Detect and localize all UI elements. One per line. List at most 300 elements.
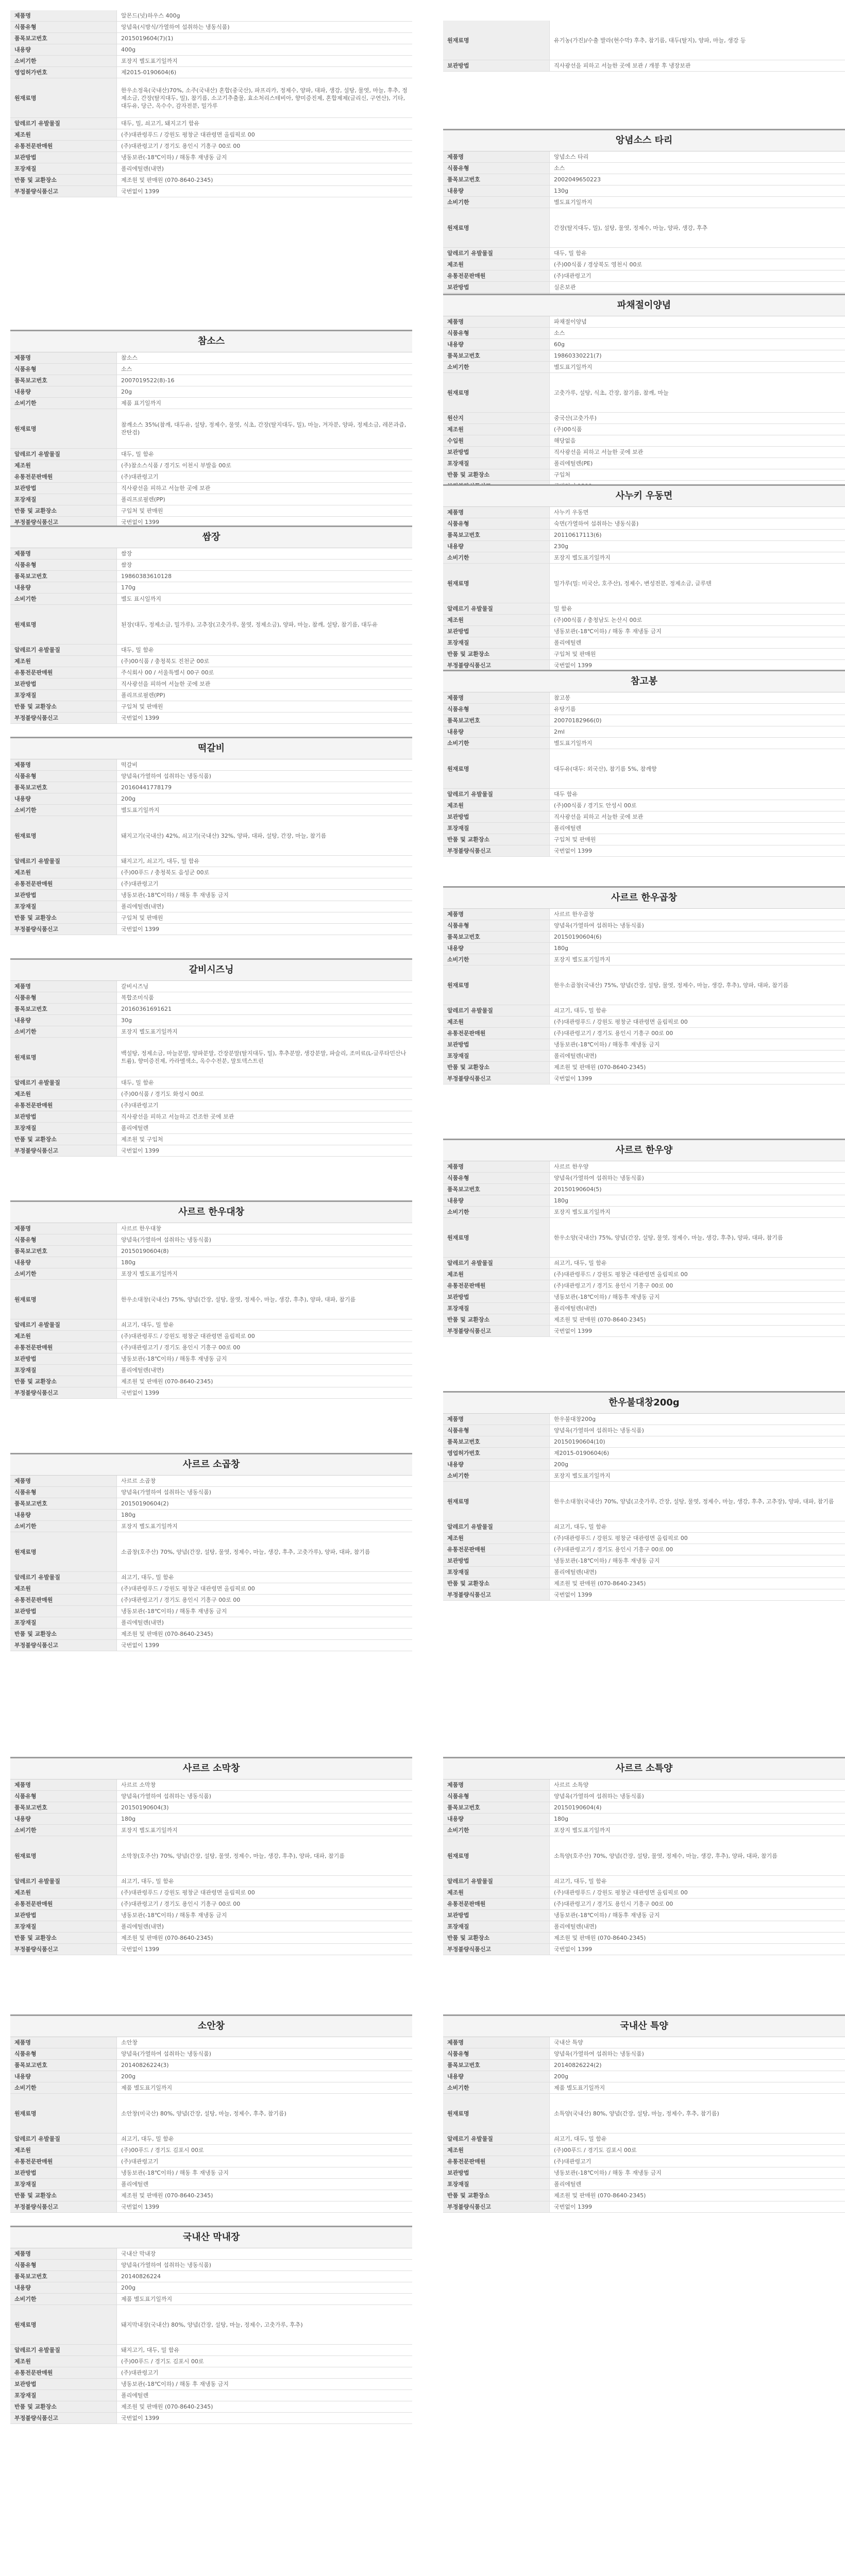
spec-key: 보관방법 [10,2167,117,2179]
spec-row [443,350,845,362]
spec-row [443,800,845,811]
spec-table [443,692,845,857]
spec-row [10,460,412,471]
spec-key: 알레르기 유발물질 [443,1005,550,1016]
spec-value: 20110617113(6) [550,530,845,541]
spec-key: 제품명 [443,692,550,704]
card-title: 사르르 한우양 [443,1139,845,1161]
spec-key: 영업허가번호 [443,1448,550,1459]
spec-row [10,1353,412,1365]
spec-row [10,2413,412,2424]
spec-row [10,1004,412,1015]
spec-value: 국번없이 1399 [117,713,413,724]
spec-row [443,1314,845,1326]
spec-value: 130g [550,185,845,197]
spec-value: 국번없이 1399 [117,517,413,528]
spec-row [443,1544,845,1555]
spec-value: 밀 함유 [550,603,845,615]
spec-row [10,867,412,878]
spec-value: 국번없이 1399 [117,1387,413,1399]
spec-row [443,1910,845,1921]
product-spec-card [10,1757,412,1955]
spec-value: 20140826224 [117,2271,413,2282]
spec-table [10,759,412,935]
spec-key: 수입원 [443,435,550,447]
spec-row [10,78,412,118]
spec-row [10,141,412,152]
spec-value: 사누키 우동면 [550,507,845,518]
spec-value: 백설탕, 정제소금, 마늘분말, 양파분말, 간장분말(탈지대두, 밀), 후추분말, 생강분말, 파슬리, 조미료(L-글루타민산나트륨), 향미증진제, 카라멜색소, 옥수수전분, 말토덱스트린 [117,1038,413,1077]
spec-row [10,805,412,816]
spec-row [10,656,412,667]
spec-key: 식품유형 [443,1173,550,1184]
spec-value: 국번없이 1399 [117,1145,413,1157]
spec-row [10,2282,412,2294]
spec-key: 부정불량식품신고 [10,517,117,528]
spec-row [10,1223,412,1234]
spec-value: 소특양(국내산) 80%, 양념(간장, 설탕, 마늘, 정제수, 후추, 참기름) [550,2094,845,2133]
spec-value: 중국산(고춧가루) [550,413,845,424]
spec-value: 소막창(호주산) 70%, 양념(간장, 설탕, 물엿, 정제수, 마늘, 생강, 후추), 양파, 대파, 참기름 [117,1836,413,1876]
spec-row [10,2260,412,2271]
spec-row [10,163,412,175]
spec-key: 보관방법 [10,679,117,690]
spec-key: 품목보고번호 [10,1246,117,1257]
spec-value: (주)00식품 / 경기도 화성시 00로 [117,1089,413,1100]
spec-key: 유통전문판매원 [10,878,117,890]
spec-key: 품목보고번호 [443,1184,550,1195]
spec-key: 품목보고번호 [10,375,117,386]
spec-row [10,759,412,771]
spec-value: 제조원 및 구입처 [117,1134,413,1145]
spec-key: 반품 및 교환장소 [443,649,550,660]
spec-value: 폴리에틸렌(PE) [550,458,845,469]
spec-key: 내용량 [443,2071,550,2082]
spec-key: 내용량 [10,582,117,594]
spec-value: 제조원 및 판매원 (070-8640-2345) [550,1314,845,1326]
spec-value: (주)참소스식품 / 경기도 이천시 부발읍 00로 [117,460,413,471]
spec-row [443,649,845,660]
spec-row [443,1218,845,1258]
spec-value: 포장지 별도표기일까지 [117,1268,413,1280]
spec-value: 소안창(미국산) 80%, 양념(간장, 설탕, 마늘, 정제수, 후추, 참기름) [117,2094,413,2133]
spec-row [10,1234,412,1246]
spec-key: 소비기한 [443,1207,550,1218]
spec-row [443,424,845,435]
product-spec-card [10,1200,412,1399]
spec-value: 국내산 특양 [550,2037,845,2048]
spec-key: 원재료명 [443,208,550,248]
spec-value: (주)대관령푸드 / 강원도 평창군 대관령면 올림픽로 00 [117,1583,413,1595]
spec-key: 반품 및 교환장소 [10,505,117,517]
spec-row [443,60,845,72]
spec-row [10,1077,412,1089]
spec-row [10,398,412,409]
spec-value: 200g [550,1459,845,1470]
spec-value: (주)대관령고기 [117,2156,413,2167]
spec-key: 포장재질 [10,2179,117,2190]
spec-key: 원재료명 [10,409,117,449]
spec-key: 제품명 [10,10,117,22]
spec-value: 20150190604(2) [117,1498,413,1510]
spec-value: 양념육(가열하여 섭취하는 냉동식품) [550,1173,845,1184]
spec-key: 품목보고번호 [443,1436,550,1448]
spec-value: 사르르 한우양 [550,1161,845,1173]
spec-row [443,1414,845,1425]
spec-key: 소비기한 [10,56,117,67]
spec-row [443,1482,845,1521]
spec-row [443,1028,845,1039]
spec-key: 품목보고번호 [443,715,550,726]
spec-key: 제품명 [443,2037,550,2048]
spec-row [10,1933,412,1944]
spec-value: 실온보관 [550,282,845,293]
spec-value: (주)00식품 / 충청북도 진천군 00로 [117,656,413,667]
spec-key: 원재료명 [10,1836,117,1876]
spec-value: (주)대관령고기 / 경기도 용인시 기흥구 00로 00 [117,141,413,152]
spec-value: 별도표기일까지 [550,362,845,373]
spec-table [443,909,845,1084]
spec-row [10,2037,412,2048]
spec-value: 쇠고기, 대두, 밀 함유 [550,1876,845,1887]
card-title: 사르르 한우곱창 [443,886,845,909]
spec-key: 반품 및 교환장소 [10,2190,117,2201]
spec-key: 알레르기 유발물질 [443,1876,550,1887]
spec-key: 소비기한 [10,1825,117,1836]
spec-row [10,713,412,724]
spec-key: 반품 및 교환장소 [443,1314,550,1326]
spec-key: 소비기한 [10,1268,117,1280]
spec-key: 원재료명 [443,564,550,603]
spec-key: 내용량 [443,541,550,552]
spec-value: 180g [550,943,845,954]
spec-row [10,483,412,494]
spec-key: 부정불량식품신고 [10,713,117,724]
card-title: 국내산 특양 [443,2014,845,2037]
spec-row [443,615,845,626]
spec-row [10,1583,412,1595]
spec-key: 유통전문판매원 [10,1595,117,1606]
spec-key: 보관방법 [443,447,550,458]
spec-value: 쇠고기, 대두, 밀 함유 [117,2133,413,2145]
spec-value: 폴리에틸렌 [550,637,845,649]
spec-key: 포장재질 [443,823,550,834]
spec-value: (주)대관령푸드 / 강원도 평창군 대관령면 올림픽로 00 [117,1331,413,1342]
spec-value: 냉동보관(-18℃이하) / 해동후 재냉동 금지 [550,1910,845,1921]
spec-value: 소곱창(호주산) 70%, 양념(간장, 설탕, 물엿, 정제수, 마늘, 생강, 후추, 고춧가루), 양파, 대파, 참기름 [117,1532,413,1572]
spec-key: 식품유형 [443,328,550,339]
spec-value: 한우소곱창(국내산) 75%, 양념(간장, 설탕, 물엿, 정제수, 마늘, 생강, 후추), 양파, 대파, 참기름 [550,965,845,1005]
spec-value: 제조원 및 판매원 (070-8640-2345) [550,1578,845,1589]
spec-key: 유통전문판매원 [10,2367,117,2379]
spec-row [10,1887,412,1899]
spec-row [10,386,412,398]
spec-value: 제조원 및 판매원 (070-8640-2345) [117,1933,413,1944]
product-spec-card [10,737,412,935]
spec-value: 폴리에틸렌(내면) [550,1921,845,1933]
spec-key: 포장재질 [443,458,550,469]
spec-value: 폴리에틸렌 [550,2179,845,2190]
product-spec-card [10,526,412,724]
spec-value: (주)대관령푸드 / 강원도 평창군 대관령면 올림픽로 00 [550,1016,845,1028]
spec-row [10,1331,412,1342]
spec-value: 사르르 한우대창 [117,1223,413,1234]
spec-value: 복합조미식품 [117,992,413,1004]
spec-key: 식품유형 [443,163,550,174]
spec-table [443,1780,845,1955]
spec-value: 제조원 및 판매원 (070-8640-2345) [550,1933,845,1944]
spec-row [10,1123,412,1134]
spec-key: 품목보고번호 [443,1802,550,1814]
spec-value: (주)대관령푸드 / 강원도 평창군 대관령면 올림픽로 00 [550,1533,845,1544]
spec-key: 보관방법 [443,1910,550,1921]
spec-value: 폴리에틸렌(내면) [117,901,413,912]
spec-value: 제조원 및 판매원 (070-8640-2345) [117,1376,413,1387]
card-title: 파채절이양념 [443,294,845,316]
spec-value: 양념육(가열하여 섭취하는 냉동식품) [550,2048,845,2060]
spec-row [443,1814,845,1825]
spec-value: 제2015-0190604(6) [117,67,413,78]
spec-row [443,2201,845,2213]
spec-key: 원재료명 [443,1836,550,1876]
spec-row [443,1567,845,1578]
spec-row [10,1487,412,1498]
spec-value: 포장지 별도표기일까지 [550,1470,845,1482]
spec-value: 소안창 [117,2037,413,2048]
spec-row [10,44,412,56]
product-spec-card [443,21,845,72]
spec-row [10,890,412,901]
spec-table [10,1476,412,1651]
spec-key: 원재료명 [443,965,550,1005]
spec-row [443,208,845,248]
spec-row [10,645,412,656]
spec-key: 보관방법 [10,152,117,163]
card-title: 사르르 소특양 [443,1757,845,1780]
spec-row [10,505,412,517]
spec-key: 반품 및 교환장소 [10,2401,117,2413]
spec-value: 제조원 및 판매원 (070-8640-2345) [550,1062,845,1073]
spec-value: 제품 별도표기일까지 [117,2294,413,2305]
spec-value: 냉동보관(-18℃이하) / 해동후 재냉동 금지 [550,1555,845,1567]
spec-value: 냉동보관(-18℃이하) / 해동 후 재냉동 금지 [550,626,845,637]
spec-row [443,1555,845,1567]
spec-row [10,771,412,782]
spec-key: 반품 및 교환장소 [10,175,117,186]
spec-value: 제조원 및 판매원 (070-8640-2345) [550,2190,845,2201]
spec-key: 제조원 [10,1583,117,1595]
spec-key: 반품 및 교환장소 [10,912,117,924]
spec-key: 소비기한 [10,805,117,816]
spec-value: 30g [117,1015,413,1026]
spec-value: 양념육(가열하여 섭취하는 냉동식품) [550,1425,845,1436]
spec-value: (주)대관령고기 [550,270,845,282]
spec-value: 냉동보관(-18℃이하) / 해동후 재냉동 금지 [117,1910,413,1921]
spec-value: 사르르 한우곱창 [550,909,845,920]
spec-value: 양념육(가열하여 섭취하는 냉동식품) [117,1234,413,1246]
spec-row [443,248,845,259]
spec-row [443,1269,845,1280]
spec-key: 원재료명 [10,605,117,645]
spec-value: 180g [550,1814,845,1825]
spec-row [10,471,412,483]
spec-row [10,782,412,793]
spec-row [443,823,845,834]
spec-value: 국번없이 1399 [550,660,845,671]
spec-row [10,494,412,505]
spec-key: 내용량 [443,1814,550,1825]
spec-row [10,1836,412,1876]
spec-key: 알레르기 유발물질 [10,1572,117,1583]
spec-row [10,1876,412,1887]
spec-row [443,2048,845,2060]
spec-value: 국번없이 1399 [117,2201,413,2213]
card-title: 참소스 [10,330,412,352]
spec-value: (주)00식품 / 경상북도 영천시 00로 [550,259,845,270]
spec-key: 식품유형 [443,2048,550,2060]
spec-key: 원재료명 [10,1532,117,1572]
spec-key: 포장재질 [443,1567,550,1578]
spec-key: 포장재질 [10,1617,117,1629]
spec-value: 2002049650223 [550,174,845,185]
spec-row [10,2156,412,2167]
spec-row [10,1280,412,1319]
spec-key: 포장재질 [10,901,117,912]
spec-row [10,175,412,186]
spec-key: 알레르기 유발물질 [443,603,550,615]
spec-value: 쌈장 [117,560,413,571]
spec-value: 대두, 밀 함유 [117,645,413,656]
spec-row [10,449,412,460]
spec-value: 국번없이 1399 [550,845,845,857]
spec-row [10,10,412,22]
card-title: 쌈장 [10,526,412,548]
product-spec-card [443,484,845,671]
spec-key: 제품명 [443,151,550,163]
spec-key: 보관방법 [10,1606,117,1617]
spec-row [443,2071,845,2082]
spec-key: 원재료명 [443,21,550,60]
spec-key: 반품 및 교환장소 [443,469,550,481]
spec-row [443,920,845,931]
spec-key: 식품유형 [10,560,117,571]
spec-key: 식품유형 [10,1487,117,1498]
spec-value: 고춧가루, 설탕, 식초, 간장, 참기름, 참깨, 마늘 [550,373,845,413]
spec-key: 원재료명 [443,1482,550,1521]
spec-value: 제조원 및 판매원 (070-8640-2345) [117,2401,413,2413]
spec-row [10,1498,412,1510]
spec-key: 부정불량식품신고 [443,660,550,671]
spec-value: 180g [550,1195,845,1207]
spec-table [443,1414,845,1601]
spec-key: 알레르기 유발물질 [10,1077,117,1089]
spec-row [443,2082,845,2094]
spec-row [443,1802,845,1814]
spec-value: 양념육(가열하여 섭취하는 냉동식품) [550,1791,845,1802]
spec-key: 알레르기 유발물질 [443,1258,550,1269]
spec-row [10,2201,412,2213]
spec-row [10,364,412,375]
spec-value: 쇠고기, 대두, 밀 함유 [550,1005,845,1016]
spec-row [10,2145,412,2156]
spec-key: 내용량 [10,2282,117,2294]
spec-value: (주)대관령푸드 / 강원도 평창군 대관령면 올림픽로 00 [117,1887,413,1899]
spec-value: 20140826224(2) [550,2060,845,2071]
spec-value: (주)대관령고기 [117,471,413,483]
spec-key: 원재료명 [10,2305,117,2345]
spec-row [443,1470,845,1482]
spec-value: 돼지고기, 쇠고기, 대두, 밀 함유 [117,856,413,867]
spec-key: 유통전문판매원 [10,667,117,679]
spec-key: 품목보고번호 [10,1004,117,1015]
spec-row [443,954,845,965]
spec-value: 국번없이 1399 [550,2201,845,2213]
spec-key: 알레르기 유발물질 [443,248,550,259]
spec-value: 180g [117,1814,413,1825]
spec-value: 제품 표기일까지 [117,398,413,409]
spec-value: 제조원 및 판매원 (070-8640-2345) [117,2190,413,2201]
spec-value: 폴리에틸렌(내면) [550,1303,845,1314]
spec-table [443,151,845,316]
spec-key: 보관방법 [443,60,550,72]
spec-value: 국번없이 1399 [550,1073,845,1084]
spec-row [443,1073,845,1084]
spec-row [443,738,845,749]
card-title: 사르르 소막창 [10,1757,412,1780]
spec-row [443,1184,845,1195]
spec-value: 직사광선을 피하고 서늘한 곳에 보관 [550,811,845,823]
spec-row [10,605,412,645]
spec-key: 제품명 [443,1780,550,1791]
spec-value: 국번없이 1399 [550,1944,845,1955]
spec-key: 제조원 [443,615,550,626]
spec-value: 직사광선을 피하여 서늘한 곳에 보관 [117,679,413,690]
spec-row [10,1825,412,1836]
spec-row [10,2248,412,2260]
spec-value: 20150190604(3) [117,1802,413,1814]
spec-key: 식품유형 [443,1791,550,1802]
spec-row [443,282,845,293]
spec-row [10,186,412,197]
card-title: 사르르 소곱창 [10,1453,412,1476]
spec-key: 품목보고번호 [443,2060,550,2071]
spec-table [10,1780,412,1955]
spec-key: 제조원 [443,259,550,270]
spec-value: 폴리에틸렌(내면) [117,1921,413,1933]
spec-row [10,2294,412,2305]
spec-value: 포장지 별도표기일까지 [550,552,845,564]
spec-key: 소비기한 [10,2082,117,2094]
spec-value: 제조원 및 판매원 (070-8640-2345) [117,1629,413,1640]
spec-row [10,1268,412,1280]
spec-key: 소비기한 [10,594,117,605]
spec-row [443,1425,845,1436]
spec-value: 소특양(호주산) 70%, 양념(간장, 설탕, 물엿, 정제수, 마늘, 생강, 후추), 양파, 대파, 참기름 [550,1836,845,1876]
spec-value: 2ml [550,726,845,738]
spec-row [10,1015,412,1026]
spec-value: (주)대관령고기 [117,2367,413,2379]
spec-key: 제품명 [10,1780,117,1791]
spec-value: 양념육(가열하여 섭취하는 냉동식품) [550,920,845,931]
spec-row [443,1521,845,1533]
spec-key: 품목보고번호 [10,571,117,582]
spec-value: 제품 별도표기일까지 [117,2082,413,2094]
spec-value: (주)00식품 / 경기도 안성시 00로 [550,800,845,811]
spec-key: 부정불량식품신고 [443,845,550,857]
spec-value: 폴리에틸렌(내면) [550,1567,845,1578]
spec-row [443,1933,845,1944]
spec-value: 구입처 및 판매원 [117,912,413,924]
